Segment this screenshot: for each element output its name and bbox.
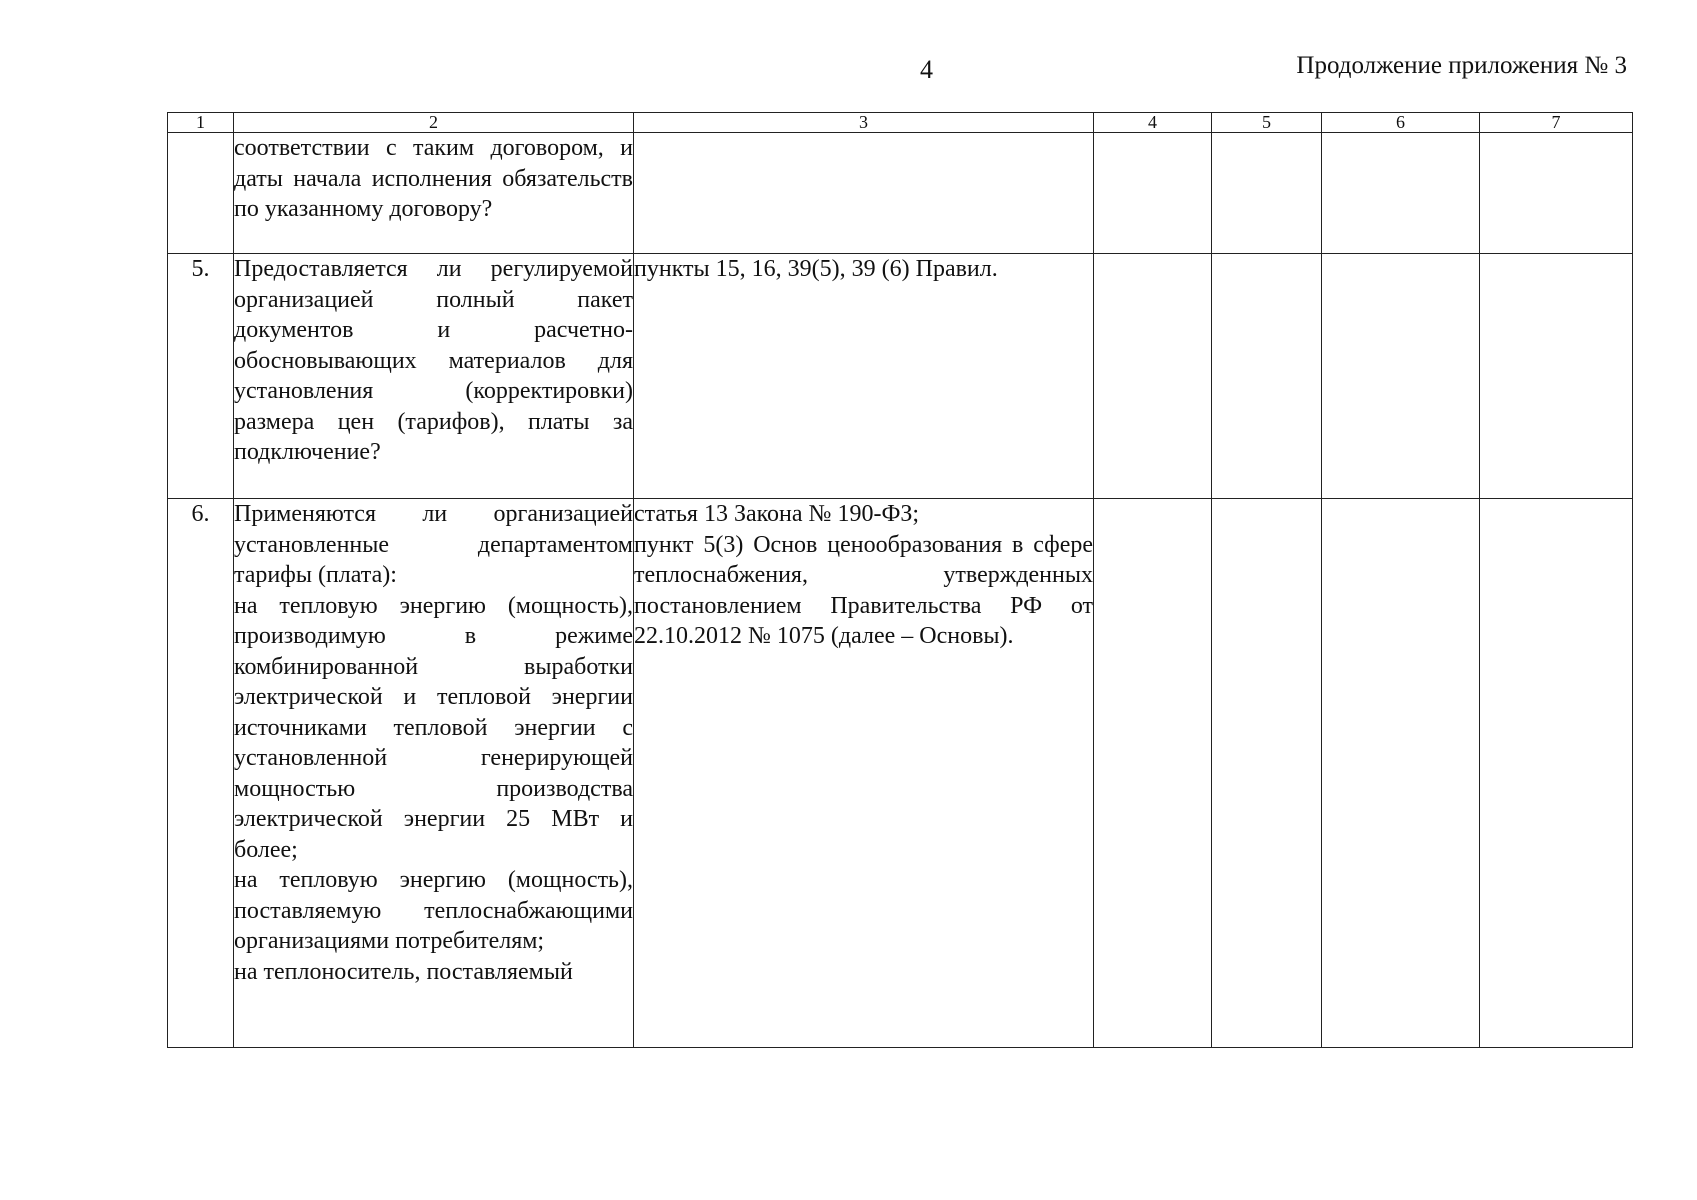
legal-reference-cell [634,133,1094,254]
empty-cell-7 [1480,499,1633,1048]
table-row-6 [168,499,1633,1048]
table-row-5 [168,254,1633,499]
column-number-row [168,113,1633,133]
question-text: соответствии с таким договором, и даты начала исполнения обязательств по указанному договору? [234,135,633,222]
question-text: на теплоноситель, поставляемый [234,958,573,985]
question-cell [234,133,634,254]
column-number-6: 6 [1322,113,1480,133]
column-number-4: 4 [1094,113,1212,133]
question-cell [234,499,634,1048]
empty-cell-5 [1212,133,1322,254]
column-number-2: 2 [234,113,634,133]
empty-cell-7 [1480,254,1633,499]
empty-cell-5 [1212,254,1322,499]
column-number-7: 7 [1480,113,1633,133]
empty-cell-4 [1094,499,1212,1048]
row-number: 6. [168,499,234,1048]
page-number: 4 [920,55,933,84]
question-cell [234,254,634,499]
row-number [168,133,234,254]
table-row-continuation [168,133,1633,254]
inspection-checklist-table [167,112,1633,1048]
column-number-5: 5 [1212,113,1322,133]
question-text: на тепловую энергию (мощность), поставляемую теплоснабжающими организациями потребителям; [234,867,633,954]
empty-cell-4 [1094,254,1212,499]
legal-reference-text: статья 13 Закона № 190-ФЗ; [634,501,920,527]
empty-cell-4 [1094,133,1212,254]
row-number: 5. [168,254,234,499]
legal-reference-cell [634,499,1094,1048]
empty-cell-6 [1322,499,1480,1048]
legal-reference-cell [634,254,1094,499]
empty-cell-5 [1212,499,1322,1048]
question-text: на тепловую энергию (мощность), производимую в режиме комбинированной выработки электрической и тепловой энергии источниками тепловой энергии с установленной генерирующей мощностью производства электрической энергии 25 МВт и более; [234,592,633,863]
empty-cell-7 [1480,133,1633,254]
legal-reference-text: пункты 15, 16, 39(5), 39 (6) Правил. [634,256,998,282]
question-text: Применяются ли организацией установленные департаментом тарифы (плата): [234,501,633,588]
empty-cell-6 [1322,133,1480,254]
question-text: Предоставляется ли регулируемой организацией полный пакет документов и расчетно-обосновывающих материалов для установления (корректировки) размера цен (тарифов), платы за подключение? [234,256,633,465]
column-number-1: 1 [168,113,234,133]
column-number-3: 3 [634,113,1094,133]
appendix-continuation-note: Продолжение приложения № 3 [1296,52,1627,79]
empty-cell-6 [1322,254,1480,499]
legal-reference-text: пункт 5(3) Основ ценообразования в сфере теплоснабжения, утвержденных постановлением Правительства РФ от 22.10.2012 № 1075 (далее – Основы). [634,531,1093,649]
